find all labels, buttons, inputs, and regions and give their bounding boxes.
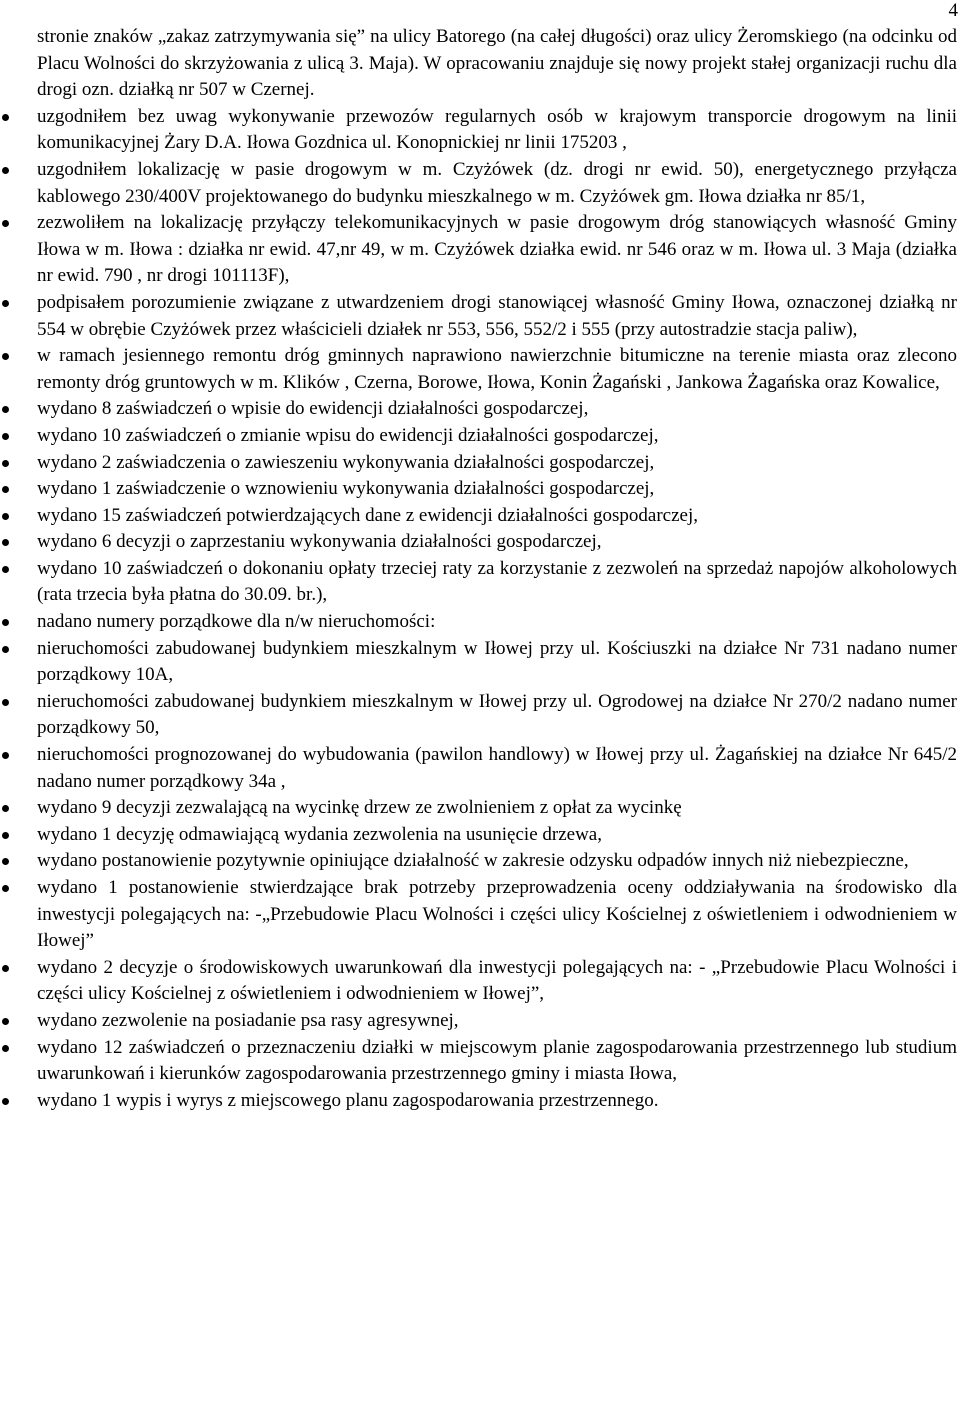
list-item: wydano 1 decyzję odmawiającą wydania zezwolenia na usunięcie drzewa, bbox=[37, 822, 957, 849]
page-number: 4 bbox=[948, 0, 958, 21]
list-item: wydano zezwolenie na posiadanie psa rasy agresywnej, bbox=[37, 1008, 957, 1035]
list-item: podpisałem porozumienie związane z utwardzeniem drogi stanowiącej własność Gminy Iłowa, oznaczonej działką nr 554 w obrębie Czyżówek przez właścicieli działek nr 553, 556, 552/2 i 555 (przy autostradzie stacja paliw), bbox=[37, 290, 957, 343]
list-item: wydano 10 zaświadczeń o zmianie wpisu do ewidencji działalności gospodarczej, bbox=[37, 423, 957, 450]
list-item: wydano 10 zaświadczeń o dokonaniu opłaty trzeciej raty za korzystanie z zezwoleń na sprzedaż napojów alkoholowych (rata trzecia była płatna do 30.09. br.), bbox=[37, 556, 957, 609]
list-item: wydano 2 decyzje o środowiskowych uwarunkowań dla inwestycji polegających na: - „Przebudowie Placu Wolności i części ulicy Kościelnej z oświetleniem i odwodnieniem w Iłowej”, bbox=[37, 955, 957, 1008]
list-item: nieruchomości zabudowanej budynkiem mieszkalnym w Iłowej przy ul. Ogrodowej na działce Nr 270/2 nadano numer porządkowy 50, bbox=[37, 689, 957, 742]
list-item: wydano 6 decyzji o zaprzestaniu wykonywania działalności gospodarczej, bbox=[37, 529, 957, 556]
list-item: zezwoliłem na lokalizację przyłączy telekomunikacyjnych w pasie drogowym dróg stanowiących własność Gminy Iłowa w m. Iłowa : działka nr ewid. 47,nr 49, w m. Czyżówek działka ewid. nr 546 oraz w m. Iłowa ul. 3 Maja (działka nr ewid. 790 , nr drogi 101113F), bbox=[37, 210, 957, 290]
list-item: wydano 8 zaświadczeń o wpisie do ewidencji działalności gospodarczej, bbox=[37, 396, 957, 423]
list-item: uzgodniłem lokalizację w pasie drogowym w m. Czyżówek (dz. drogi nr ewid. 50), energetycznego przyłącza kablowego 230/400V projektowanego do budynku mieszkalnego w m. Czyżówek gm. Iłowa działka nr 85/1, bbox=[37, 157, 957, 210]
list-item: wydano 1 wypis i wyrys z miejscowego planu zagospodarowania przestrzennego. bbox=[37, 1088, 957, 1115]
list-item: wydano postanowienie pozytywnie opiniujące działalność w zakresie odzysku odpadów innych niż niebezpieczne, bbox=[37, 848, 957, 875]
list-item: nieruchomości prognozowanej do wybudowania (pawilon handlowy) w Iłowej przy ul. Żagańskiej na działce Nr 645/2 nadano numer porządkowy 34a , bbox=[37, 742, 957, 795]
list-item: w ramach jesiennego remontu dróg gminnych naprawiono nawierzchnie bitumiczne na terenie miasta oraz zlecono remonty dróg gruntowych w m. Klików , Czerna, Borowe, Iłowa, Konin Żagański , Jankowa Żagańska oraz Kowalice, bbox=[37, 343, 957, 396]
list-item: wydano 15 zaświadczeń potwierdzających dane z ewidencji działalności gospodarczej, bbox=[37, 503, 957, 530]
list-item: uzgodniłem bez uwag wykonywanie przewozów regularnych osób w krajowym transporcie drogowym na linii komunikacyjnej Żary D.A. Iłowa Gozdnica ul. Konopnickiej nr linii 175203 , bbox=[37, 104, 957, 157]
list-item: wydano 12 zaświadczeń o przeznaczeniu działki w miejscowym planie zagospodarowania przestrzennego lub studium uwarunkowań i kierunków zagospodarowania przestrzennego gminy i miasta Iłowa, bbox=[37, 1035, 957, 1088]
document-body bbox=[37, 24, 957, 1114]
list-item: nadano numery porządkowe dla n/w nieruchomości: bbox=[37, 609, 957, 636]
list-item: wydano 9 decyzji zezwalającą na wycinkę drzew ze zwolnieniem z opłat za wycinkę bbox=[37, 795, 957, 822]
intro-paragraph: stronie znaków „zakaz zatrzymywania się” na ulicy Batorego (na całej długości) oraz ulicy Żeromskiego (na odcinku od Placu Wolności do skrzyżowania z ulicą 3. Maja). W opracowaniu znajduje się nowy projekt stałej organizacji ruchu dla drogi ozn. działką nr 507 w Czernej. bbox=[37, 26, 957, 101]
list-item: nieruchomości zabudowanej budynkiem mieszkalnym w Iłowej przy ul. Kościuszki na działce Nr 731 nadano numer porządkowy 10A, bbox=[37, 636, 957, 689]
activity-list bbox=[37, 104, 957, 1115]
list-item: wydano 2 zaświadczenia o zawieszeniu wykonywania działalności gospodarczej, bbox=[37, 450, 957, 477]
list-item: wydano 1 postanowienie stwierdzające brak potrzeby przeprowadzenia oceny oddziaływania na środowisko dla inwestycji polegających na: -„Przebudowie Placu Wolności i części ulicy Kościelnej z oświetleniem i odwodnieniem w Iłowej” bbox=[37, 875, 957, 955]
list-item: wydano 1 zaświadczenie o wznowieniu wykonywania działalności gospodarczej, bbox=[37, 476, 957, 503]
